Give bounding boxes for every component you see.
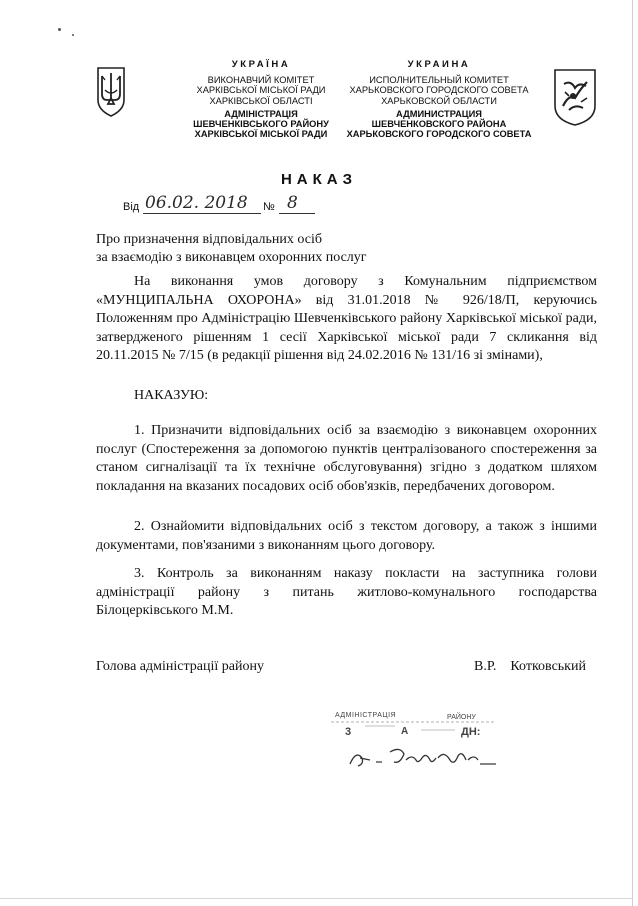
handwritten-date: 06.02. 2018 bbox=[145, 193, 248, 213]
paragraph-item-1 bbox=[96, 422, 597, 496]
signatory-surname: Котковський bbox=[510, 659, 586, 674]
document-title: НАКАЗ bbox=[280, 171, 358, 188]
header-russian bbox=[328, 60, 550, 139]
org-line: ХАРЬКОВСКОГО ГОРОДСКОГО СОВЕТА bbox=[349, 85, 529, 96]
page-edge-right bbox=[632, 0, 633, 906]
handwritten-number: 8 bbox=[287, 193, 298, 213]
ordered-heading: НАКАЗУЮ: bbox=[134, 388, 209, 403]
stamp-lines bbox=[325, 712, 505, 742]
scan-speck bbox=[58, 28, 61, 31]
org-line: ХАРКІВСЬКОЇ ОБЛАСТІ bbox=[209, 95, 313, 106]
paragraph-text: 3. Контроль за виконанням наказу покласти на заступника голови адміністрації району з питань житлово-комунального господарства Білоцерківського М.М. bbox=[96, 566, 597, 618]
page-edge-bottom bbox=[0, 898, 632, 899]
signatory-initials: В.Р. bbox=[474, 659, 497, 674]
stamp-text: РАЙОНУ bbox=[447, 714, 476, 721]
org-line: ИСПОЛНИТЕЛЬНЫЙ КОМИТЕТ bbox=[369, 75, 509, 86]
stamp-text: АДМІНІСТРАЦІЯ bbox=[335, 712, 397, 719]
paragraph-item-3 bbox=[96, 565, 597, 621]
paragraph-text: 2. Ознайомити відповідальних осіб з текстом договору, а також з іншими документами, пов'язаними з виконанням цього договору. bbox=[96, 519, 597, 553]
subject-line: Про призначення відповідальних осіб bbox=[96, 232, 322, 247]
document-subject bbox=[96, 231, 367, 267]
kharkiv-coat-of-arms-icon bbox=[553, 68, 597, 126]
stamp-text: А bbox=[401, 726, 409, 737]
header-ukrainian bbox=[175, 60, 347, 139]
admin-line: АДМИНИСТРАЦИЯ bbox=[396, 108, 482, 119]
country-name-ua: УКРАЇНА bbox=[231, 59, 291, 70]
handwritten-signature bbox=[346, 742, 506, 772]
number-underline bbox=[279, 213, 315, 214]
admin-line: АДМІНІСТРАЦІЯ bbox=[224, 108, 298, 119]
date-number-line bbox=[123, 194, 323, 216]
signatory-name bbox=[474, 659, 586, 675]
paragraph-text: На виконання умов договору з Комунальним підприємством «МУНЦИПАЛЬНА ОХОРОНА» від 31.01.2018 № 926/18/П, керуючись Положенням про Адміністрацію Шевченківського району Харківської міської ради, затвердженого рішенням 1 сесії Харківської міської ради 7 скликання від 20.11.2015 № 7/15 (в редакції рішення від 24.02.2016 № 131/16 зі змінами), bbox=[96, 274, 597, 363]
paragraph-text: 1. Призначити відповідальних осіб за взаємодію з виконавцем охоронних послуг (Спостереження за допомогою пунктів централізованого спостереження за станом сигналізації та їх технічне обслуговування) згідно з додатком шляхом покладання на вказаних посадових осіб обов'язків, передбачених договором. bbox=[96, 423, 597, 494]
admin-line: ХАРЬКОВСКОГО ГОРОДСКОГО СОВЕТА bbox=[346, 129, 532, 140]
date-label: Від bbox=[123, 201, 140, 213]
paragraph-preamble bbox=[96, 273, 597, 366]
country-name-ru: УКРАИНА bbox=[407, 59, 471, 70]
admin-line: ШЕВЧЕНКІВСЬКОГО РАЙОНУ bbox=[193, 119, 329, 130]
stamp-text: 3 bbox=[345, 726, 352, 738]
ukraine-coat-of-arms-icon bbox=[96, 66, 126, 117]
scan-speck bbox=[72, 34, 74, 36]
signatory-position: Голова адміністрації району bbox=[96, 659, 264, 674]
admin-line: ШЕВЧЕНКОВСКОГО РАЙОНА bbox=[371, 119, 507, 130]
org-line: ХАРКІВСЬКОЇ МІСЬКОЇ РАДИ bbox=[196, 85, 326, 96]
org-line: ХАРЬКОВСКОЙ ОБЛАСТИ bbox=[381, 95, 497, 106]
paragraph-item-2 bbox=[96, 518, 597, 555]
subject-line: за взаємодію з виконавцем охоронних послуг bbox=[96, 250, 367, 265]
admin-line: ХАРКІВСЬКОЇ МІСЬКОЇ РАДИ bbox=[194, 129, 328, 140]
org-line: ВИКОНАВЧИЙ КОМІТЕТ bbox=[207, 75, 315, 86]
number-label: № bbox=[263, 201, 275, 213]
stamp-text: ДН: bbox=[461, 726, 481, 738]
date-underline bbox=[143, 213, 261, 214]
